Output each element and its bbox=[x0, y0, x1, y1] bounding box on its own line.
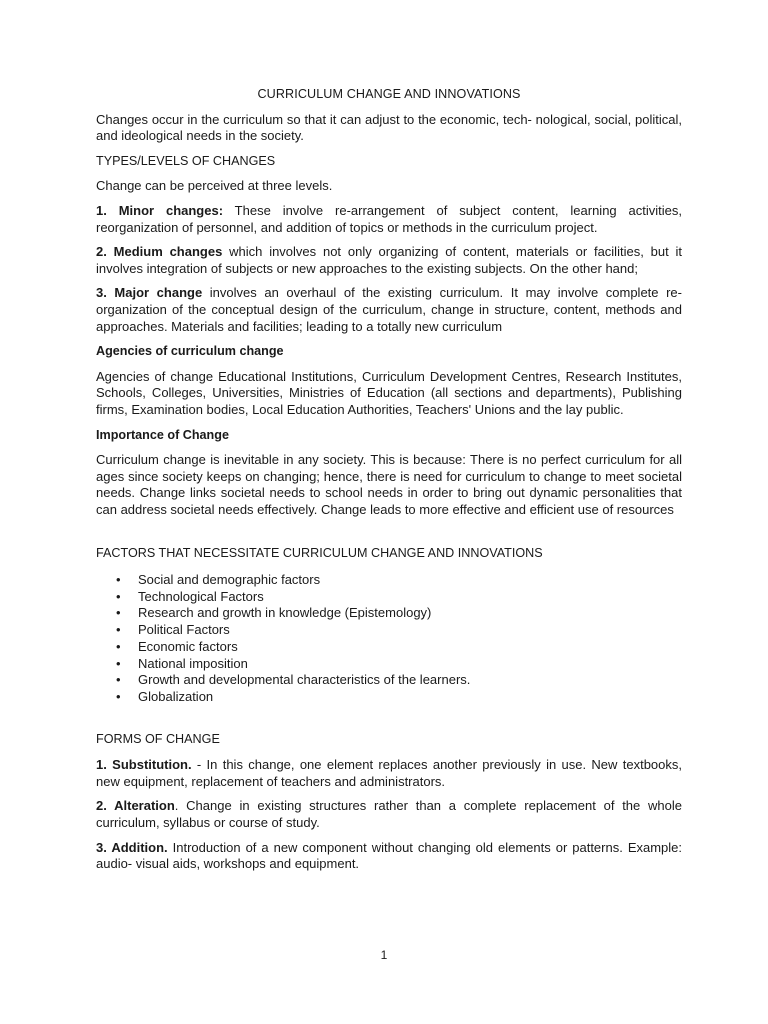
importance-paragraph: Curriculum change is inevitable in any society. This is because: There is no perfect curriculum for all ages since society keeps on changing; hence, there is need for curriculum to change to meet societal needs. Change links societal needs to school needs in order to bring out dynamic personalities that can address societal needs effectively. Change leads to more effective and efficient use of resources bbox=[96, 452, 682, 517]
bullet-icon: • bbox=[116, 688, 121, 704]
forms-heading: FORMS OF CHANGE bbox=[96, 731, 220, 746]
form-substitution-paragraph bbox=[96, 757, 682, 790]
level-major-lead: 3. Major change bbox=[96, 285, 203, 301]
form-substitution-text: - In this change, one element replaces another previously in use. New textbooks, new equipment, replacement of teachers and administrators. bbox=[96, 757, 682, 789]
factors-heading: FACTORS THAT NECESSITATE CURRICULUM CHANGE AND INNOVATIONS bbox=[96, 546, 543, 561]
form-addition-paragraph bbox=[96, 840, 682, 873]
list-item: • Globalization bbox=[116, 688, 214, 704]
bullet-icon: • bbox=[116, 605, 121, 621]
level-major-paragraph bbox=[96, 285, 682, 335]
bullet-icon: • bbox=[116, 638, 121, 654]
bullet-icon: • bbox=[116, 672, 121, 688]
level-medium-paragraph bbox=[96, 244, 682, 277]
list-item: • Political Factors bbox=[116, 622, 230, 638]
level-minor-text: These involve re-arrangement of subject content, learning activities, reorganization of personnel, and addition of topics or methods in the curriculum project. bbox=[96, 202, 682, 235]
form-addition-lead: 3. Addition. bbox=[96, 839, 168, 855]
list-item: • Research and growth in knowledge (Epistemology) bbox=[116, 605, 432, 621]
form-alteration-text: . Change in existing structures rather than a complete replacement of the whole curriculum, syllabus or course of study. bbox=[96, 798, 682, 831]
list-item: • Growth and developmental characteristics of the learners. bbox=[116, 672, 471, 688]
importance-heading: Importance of Change bbox=[96, 427, 229, 442]
types-heading: TYPES/LEVELS OF CHANGES bbox=[96, 153, 276, 168]
document-title: CURRICULUM CHANGE AND INNOVATIONS bbox=[257, 87, 521, 101]
form-alteration-paragraph bbox=[96, 798, 682, 831]
form-substitution-lead: 1. Substitution. bbox=[96, 757, 192, 773]
level-minor-lead: 1. Minor changes: bbox=[96, 202, 224, 218]
page-number: 1 bbox=[380, 948, 388, 962]
level-medium-lead: 2. Medium changes bbox=[96, 244, 223, 260]
factors-list bbox=[96, 572, 682, 706]
level-minor-paragraph bbox=[96, 203, 682, 236]
form-addition-text: Introduction of a new component without changing old elements or patterns. Example: audio- visual aids, workshops and equipment. bbox=[96, 839, 683, 872]
bullet-icon: • bbox=[116, 572, 121, 588]
intro-paragraph: Changes occur in the curriculum so that it can adjust to the economic, tech- nological, social, political, and ideological needs in the society. bbox=[96, 111, 682, 144]
types-intro-paragraph: Change can be perceived at three levels. bbox=[96, 178, 333, 194]
level-medium-text: which involves not only organizing of content, materials or facilities, but it involves integration of subjects or new approaches to the existing subjects. On the other hand; bbox=[96, 244, 683, 276]
list-item: • Economic factors bbox=[116, 638, 238, 654]
list-item: • Technological Factors bbox=[116, 588, 264, 604]
level-major-text: involves an overhaul of the existing curriculum. It may involve complete re-organization of the conceptual design of the curriculum, change in structure, content, methods and approaches. Materials and facilities; leading to a totally new curriculum bbox=[96, 285, 682, 334]
form-alteration-lead: 2. Alteration bbox=[96, 798, 175, 814]
document-page bbox=[96, 86, 682, 881]
bullet-icon: • bbox=[116, 622, 121, 638]
bullet-icon: • bbox=[116, 588, 121, 604]
bullet-icon: • bbox=[116, 655, 121, 671]
agencies-heading: Agencies of curriculum change bbox=[96, 344, 284, 359]
list-item: • Social and demographic factors bbox=[116, 572, 321, 588]
list-item: • National imposition bbox=[116, 655, 248, 671]
agencies-paragraph: Agencies of change Educational Institutions, Curriculum Development Centres, Research Institutes, Schools, Colleges, Universities, Ministries of Education (all sections and departments), Publishing firms, Examination bodies, Local Education Authorities, Teachers' Unions and the lay public. bbox=[96, 368, 682, 417]
